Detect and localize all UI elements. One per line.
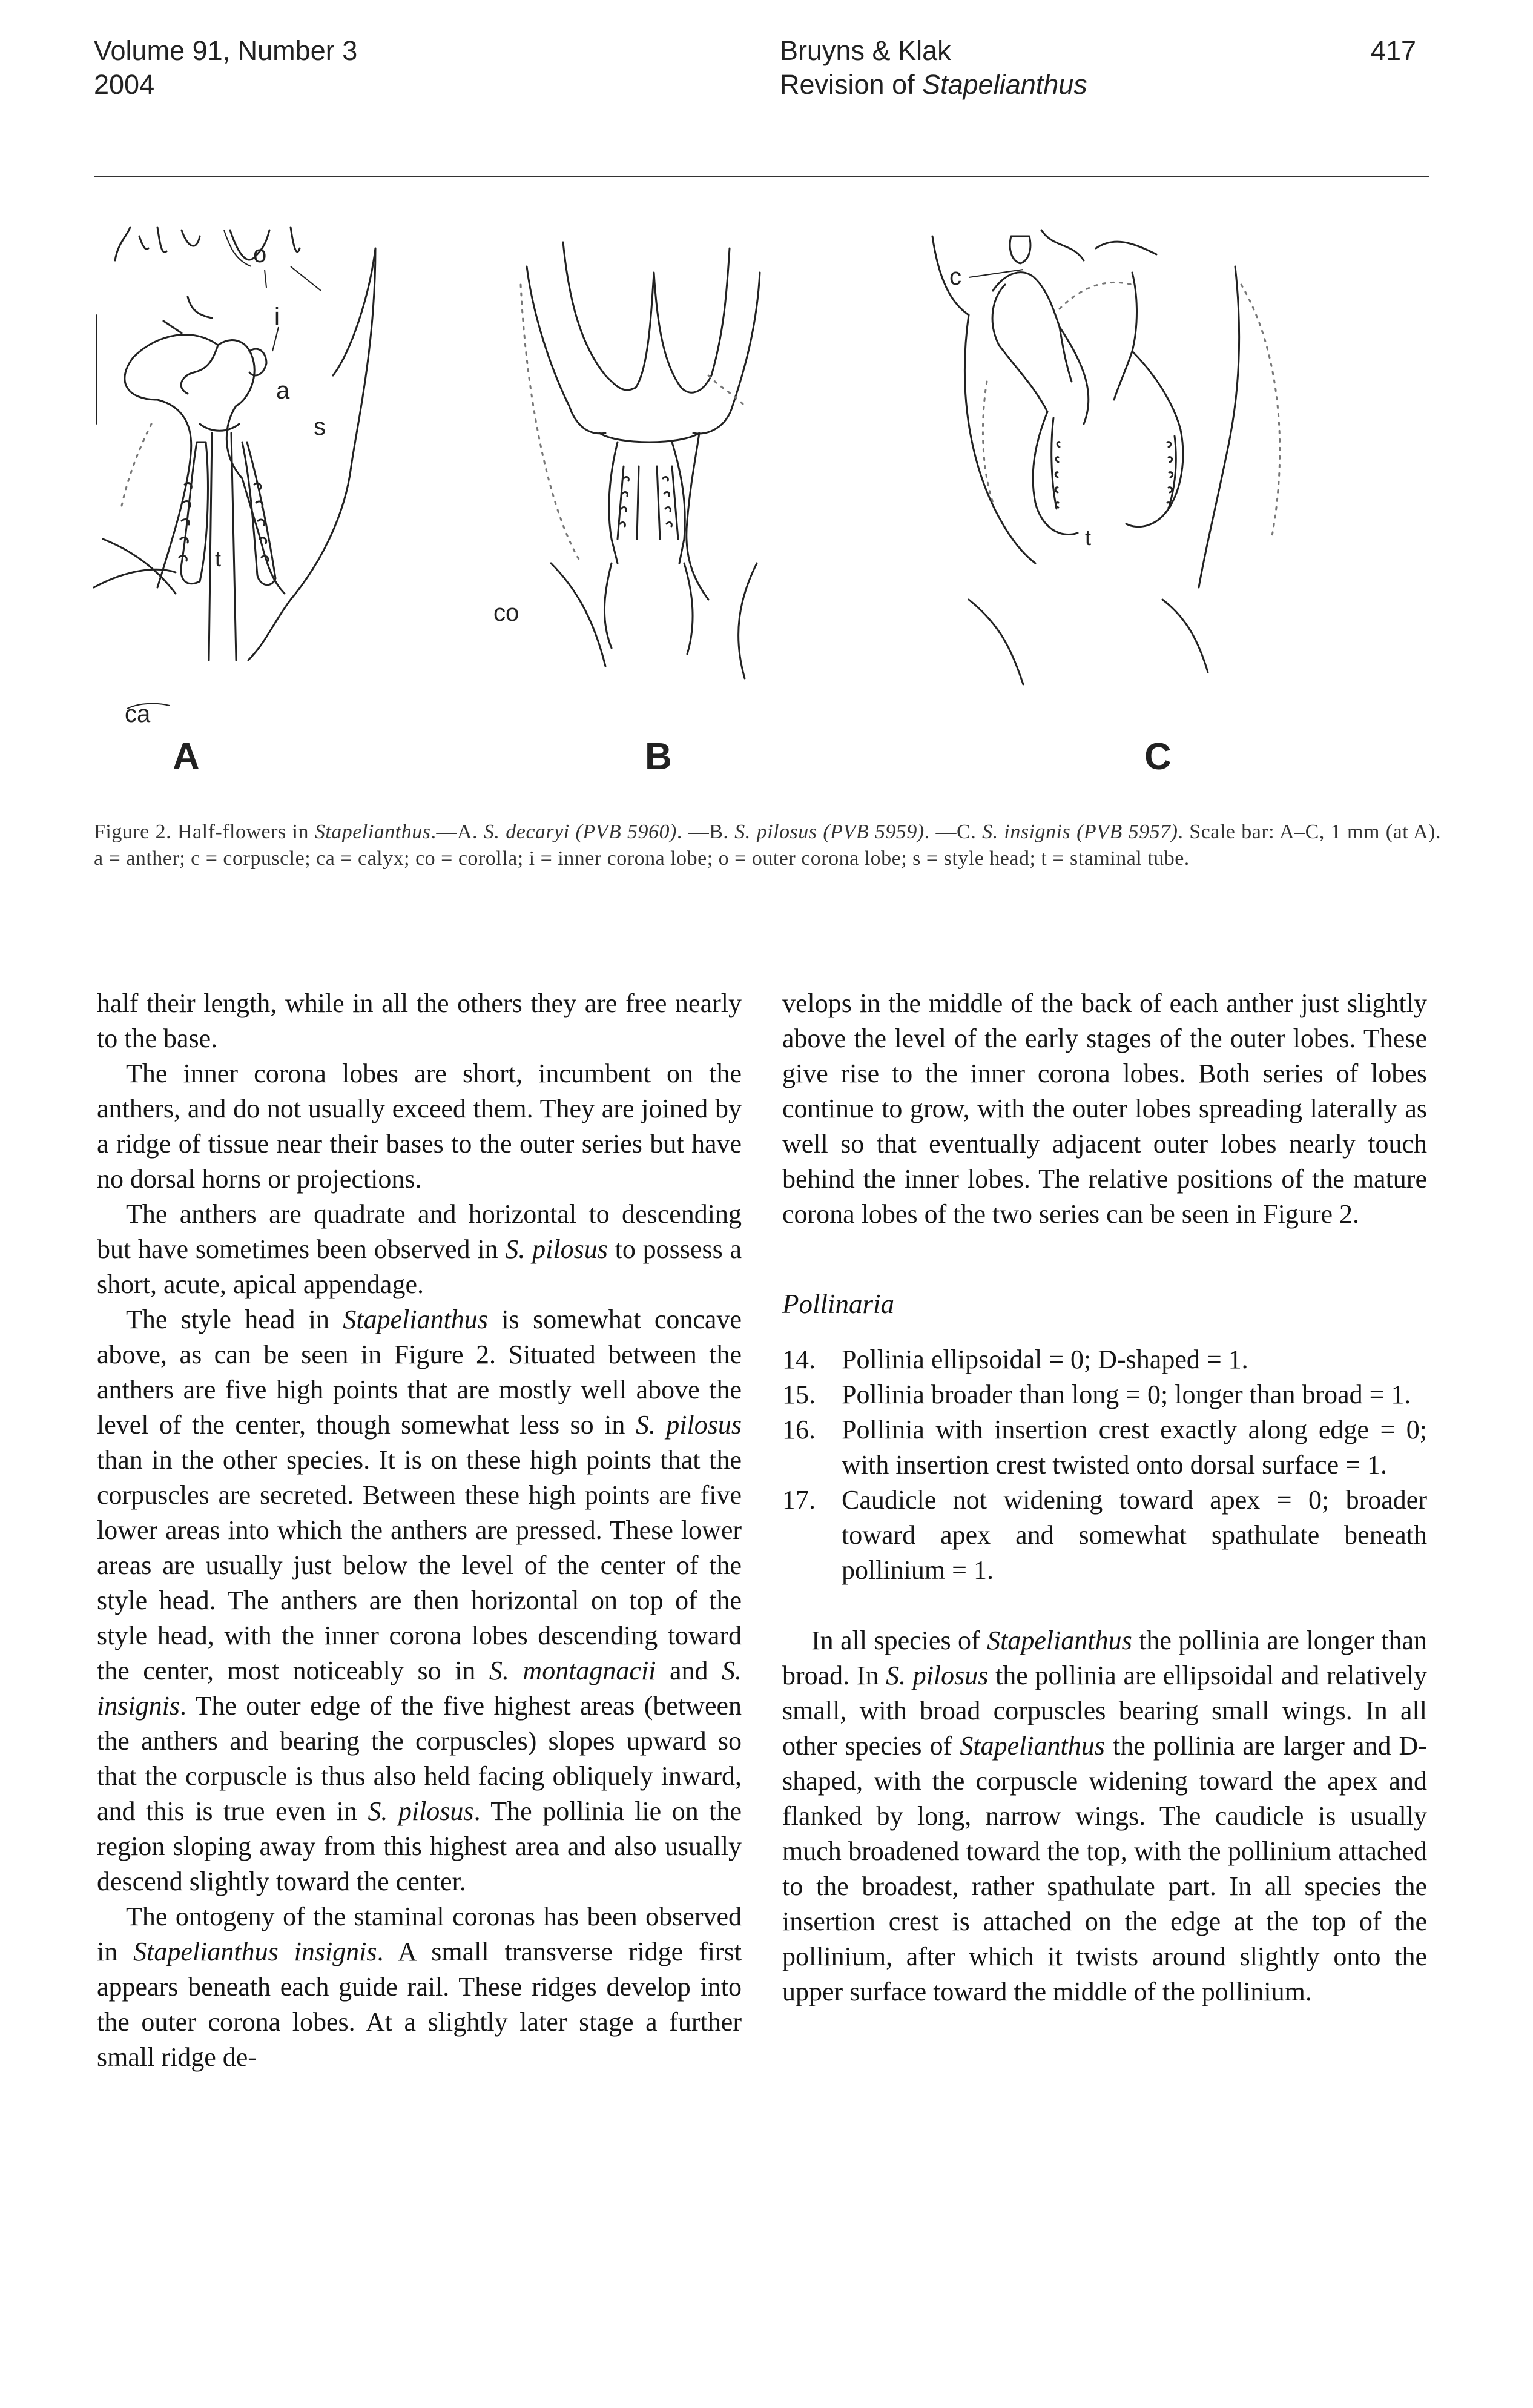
label-outer-corona-lobe: o bbox=[253, 241, 267, 268]
page-number: 417 bbox=[1371, 35, 1417, 66]
paragraph: In all species of Stapelianthus the pollinia are longer than broad. In S. pilosus the pollinia are ellipsoidal and relatively small, with broad corpuscles bearing small wings. In all other species of Stapelianthus the pollinia are larger and D-shaped, with the corpuscle widening toward the apex and flanked by long, narrow wings. The caudicle is usually much broadened toward the top, with the pollinium attached to the broadest, rather spathulate part. In all species the insertion crest is attached on the edge at the top of the pollinium, after which it twists around slightly onto the upper surface toward the middle of the pollinium. bbox=[782, 1626, 1427, 2006]
paragraph: The style head in Stapelianthus is somewhat concave above, as can be seen in Figure 2. Situated between the anthers are five high points that are mostly well above the level of the center, though somewhat less so in S. pilosus than in the other species. It is on these high points that the corpuscles are secreted. Between these high points are five lower areas into which the anthers are pressed. These lower areas are usually just below the level of the center of the style head. The anthers are then horizontal on top of the style head, with the inner corona lobes descending toward the center, most noticeably so in S. montagnacii and S. insignis. The outer edge of the five highest areas (between the anthers and bearing the corpuscles) slopes upward so that the corpuscle is thus also held facing obliquely inward, and this is true even in S. pilosus. The pollinia lie on the region sloping away from this highest area and also usually descend slightly toward the center. bbox=[97, 1305, 742, 1896]
panel-a-drawing bbox=[94, 227, 375, 660]
panel-b-label: B bbox=[645, 736, 672, 778]
title-genus: Stapelianthus bbox=[922, 69, 1087, 100]
label-style-head: s bbox=[314, 414, 326, 440]
journal-info bbox=[94, 34, 357, 102]
label-corolla: co bbox=[493, 600, 519, 626]
panel-c-drawing bbox=[932, 230, 1280, 684]
header-rule bbox=[94, 176, 1429, 177]
paragraph: The inner corona lobes are short, incumbent on the anthers, and do not usually exceed them. They are joined by a ridge of tissue near their bases to the outer series but have no dorsal horns or projections. bbox=[97, 1059, 742, 1194]
left-column bbox=[97, 986, 742, 2075]
label-staminal-tube-c: t bbox=[1085, 525, 1092, 550]
title-prefix: Revision of bbox=[780, 69, 923, 100]
right-column bbox=[782, 986, 1427, 2009]
panel-b-drawing bbox=[521, 242, 760, 678]
label-corpuscle: c bbox=[949, 263, 961, 290]
label-staminal-tube-a: t bbox=[215, 546, 222, 571]
list-item: 16. Pollinia with insertion crest exactly along edge = 0; with insertion crest twisted onto dorsal surface = 1. bbox=[782, 1415, 1427, 1480]
character-list bbox=[782, 1342, 1427, 1588]
label-anther: a bbox=[276, 377, 290, 404]
list-item: 17. Caudicle not widening toward apex = 0; broader toward apex and somewhat spathulate beneath pollinium = 1. bbox=[782, 1485, 1427, 1585]
panel-c-label: C bbox=[1144, 736, 1172, 778]
authors: Bruyns & Klak bbox=[780, 35, 951, 66]
list-item: 15. Pollinia broader than long = 0; longer than broad = 1. bbox=[782, 1380, 1411, 1409]
section-heading: Pollinaria bbox=[782, 1289, 895, 1319]
figure-2-drawing bbox=[91, 224, 1441, 805]
label-inner-corona-lobe: i bbox=[274, 303, 280, 330]
list-item: 14. Pollinia ellipsoidal = 0; D-shaped = 1. bbox=[782, 1345, 1248, 1374]
running-title bbox=[780, 34, 1087, 102]
figure-caption: Figure 2. Half-flowers in Stapelianthus.—A. S. decaryi (PVB 5960). —B. S. pilosus (PVB 5959). —C. S. insignis (PVB 5957). Scale bar: A–C, 1 mm (at A). a = anther; c = corpuscle; ca = calyx; co = corolla; i = inner corona lobe; o = outer corona lobe; s = style head; t = staminal tube. bbox=[94, 821, 1442, 870]
paragraph: half their length, while in all the others they are free nearly to the base. bbox=[97, 988, 742, 1053]
journal-volume: Volume 91, Number 3 bbox=[94, 35, 358, 66]
panel-a-label: A bbox=[173, 736, 200, 778]
label-calyx: ca bbox=[125, 701, 151, 727]
article-short-title bbox=[780, 68, 1087, 102]
paragraph: The ontogeny of the staminal coronas has been observed in Stapelianthus insignis. A small transverse ridge first appears beneath each guide rail. These ridges develop into the outer corona lobes. At a slightly later stage a further small ridge de- bbox=[97, 1902, 742, 2072]
paragraph: velops in the middle of the back of each anther just slightly above the level of the early stages of the outer lobes. These give rise to the inner corona lobes. Both series of lobes continue to grow, with the outer lobes spreading laterally as well so that eventually adjacent outer lobes nearly touch behind the inner lobes. The relative positions of the mature corona lobes of the two series can be seen in Figure 2. bbox=[782, 988, 1427, 1229]
journal-year: 2004 bbox=[94, 69, 155, 100]
paragraph: The anthers are quadrate and horizontal to descending but have sometimes been observed in S. pilosus to possess a short, acute, apical appendage. bbox=[97, 1199, 742, 1299]
